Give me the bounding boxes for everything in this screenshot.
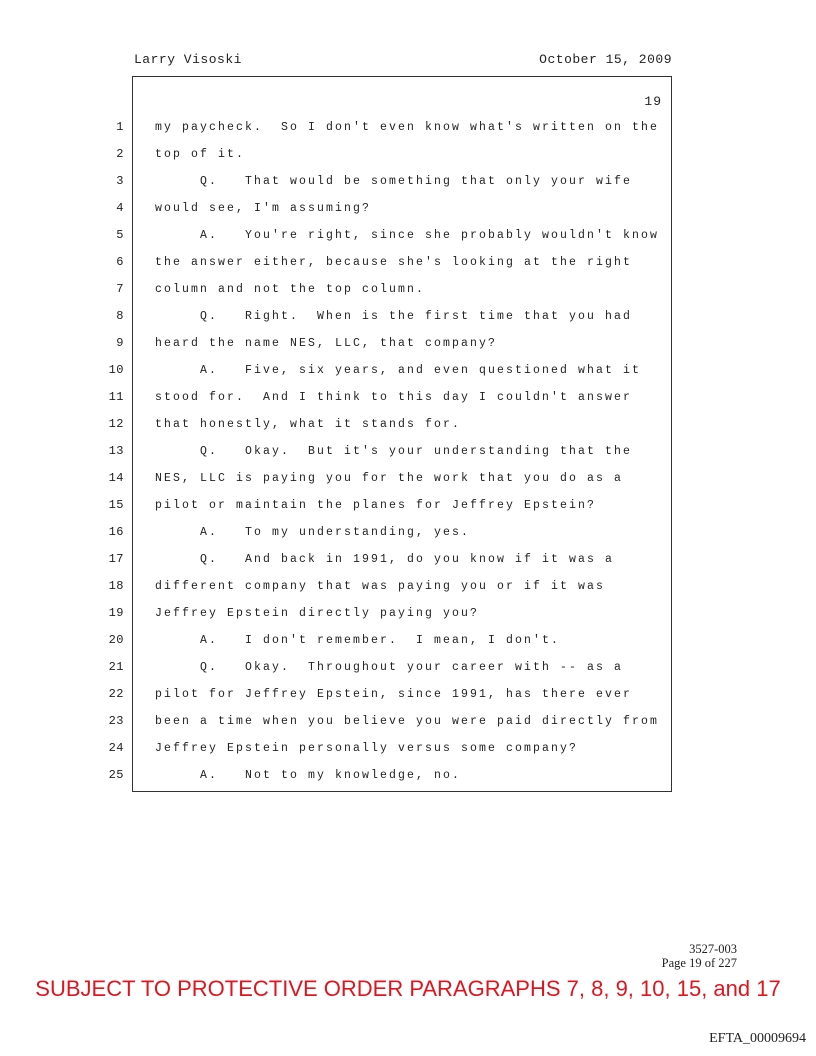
line-number: 18 (108, 579, 124, 593)
transcript-line (100, 168, 633, 195)
transcript-line (100, 330, 498, 357)
line-number: 10 (108, 363, 124, 377)
line-text: that honestly, what it stands for. (155, 418, 462, 431)
header-date: October 15, 2009 (539, 52, 672, 67)
transcript-line (100, 708, 660, 735)
transcript-line (100, 114, 660, 141)
line-text: Q. Right. When is the first time that you had (155, 310, 633, 323)
line-number: 2 (116, 147, 124, 161)
line-number: 13 (108, 444, 124, 458)
line-number: 12 (108, 417, 124, 431)
page-of-total: Page 19 of 227 (661, 956, 737, 970)
line-text: different company that was paying you or if it was (155, 580, 606, 593)
line-text: Q. Okay. But it's your understanding that the (155, 445, 633, 458)
line-number: 19 (108, 606, 124, 620)
protective-order-notice: SUBJECT TO PROTECTIVE ORDER PARAGRAPHS 7, 8, 9, 10, 15, and 17 (35, 976, 781, 1001)
line-text: been a time when you believe you were paid directly from (155, 715, 660, 728)
line-text: A. Not to my knowledge, no. (155, 769, 462, 782)
line-number: 17 (108, 552, 124, 566)
line-text: NES, LLC is paying you for the work that you do as a (155, 472, 624, 485)
line-text: A. You're right, since she probably wouldn't know (155, 229, 660, 242)
transcript-line (100, 654, 624, 681)
line-text: pilot for Jeffrey Epstein, since 1991, has there ever (155, 688, 633, 701)
transcript-line (100, 222, 660, 249)
bates-number: 3527-003 (689, 942, 737, 956)
line-number: 1 (116, 120, 124, 134)
line-text: top of it. (155, 148, 246, 161)
line-text: pilot or maintain the planes for Jeffrey Epstein? (155, 499, 597, 512)
transcript-line (100, 600, 480, 627)
line-number: 22 (108, 687, 124, 701)
transcript-line (100, 249, 633, 276)
line-number: 16 (108, 525, 124, 539)
line-text: Q. And back in 1991, do you know if it was a (155, 553, 615, 566)
line-text: A. To my understanding, yes. (155, 526, 471, 539)
line-number: 11 (108, 390, 124, 404)
line-number: 24 (108, 741, 124, 755)
transcript-line (100, 681, 633, 708)
line-text: column and not the top column. (155, 283, 426, 296)
line-number: 4 (116, 201, 124, 215)
transcript-line (100, 276, 426, 303)
transcript-line (100, 546, 615, 573)
line-text: stood for. And I think to this day I couldn't answer (155, 391, 633, 404)
line-text: my paycheck. So I don't even know what's written on the (155, 121, 660, 134)
line-text: Q. That would be something that only your wife (155, 175, 633, 188)
transcript-line (100, 141, 246, 168)
transcript-line (100, 465, 624, 492)
efta-id: EFTA_00009694 (709, 1031, 806, 1046)
transcript-line (100, 357, 642, 384)
bates-stamp (662, 942, 737, 970)
line-text: A. Five, six years, and even questioned what it (155, 364, 642, 377)
line-number: 5 (116, 228, 124, 242)
line-text: Jeffrey Epstein personally versus some company? (155, 742, 579, 755)
line-number: 25 (108, 768, 124, 782)
line-number: 15 (108, 498, 124, 512)
transcript-line (100, 519, 471, 546)
line-text: A. I don't remember. I mean, I don't. (155, 634, 561, 647)
line-number: 23 (108, 714, 124, 728)
line-text: would see, I'm assuming? (155, 202, 372, 215)
line-number: 20 (108, 633, 124, 647)
line-number: 9 (116, 336, 124, 350)
line-number: 3 (116, 174, 124, 188)
transcript-line (100, 384, 633, 411)
transcript-line (100, 762, 462, 789)
transcript-lines (100, 114, 660, 789)
line-text: Q. Okay. Throughout your career with -- as a (155, 661, 624, 674)
line-number: 7 (116, 282, 124, 296)
line-number: 6 (116, 255, 124, 269)
transcript-line (100, 195, 372, 222)
transcript-line (100, 627, 561, 654)
transcript-line (100, 438, 633, 465)
line-text: Jeffrey Epstein directly paying you? (155, 607, 480, 620)
header-deponent: Larry Visoski (134, 52, 242, 67)
line-number: 8 (116, 309, 124, 323)
line-number: 14 (108, 471, 124, 485)
transcript-line (100, 492, 597, 519)
line-text: heard the name NES, LLC, that company? (155, 337, 498, 350)
line-number: 21 (108, 660, 124, 674)
transcript-line (100, 735, 579, 762)
transcript-line (100, 411, 462, 438)
transcript-page-number: 19 (644, 94, 662, 109)
line-text: the answer either, because she's looking at the right (155, 256, 633, 269)
transcript-line (100, 303, 633, 330)
transcript-line (100, 573, 606, 600)
